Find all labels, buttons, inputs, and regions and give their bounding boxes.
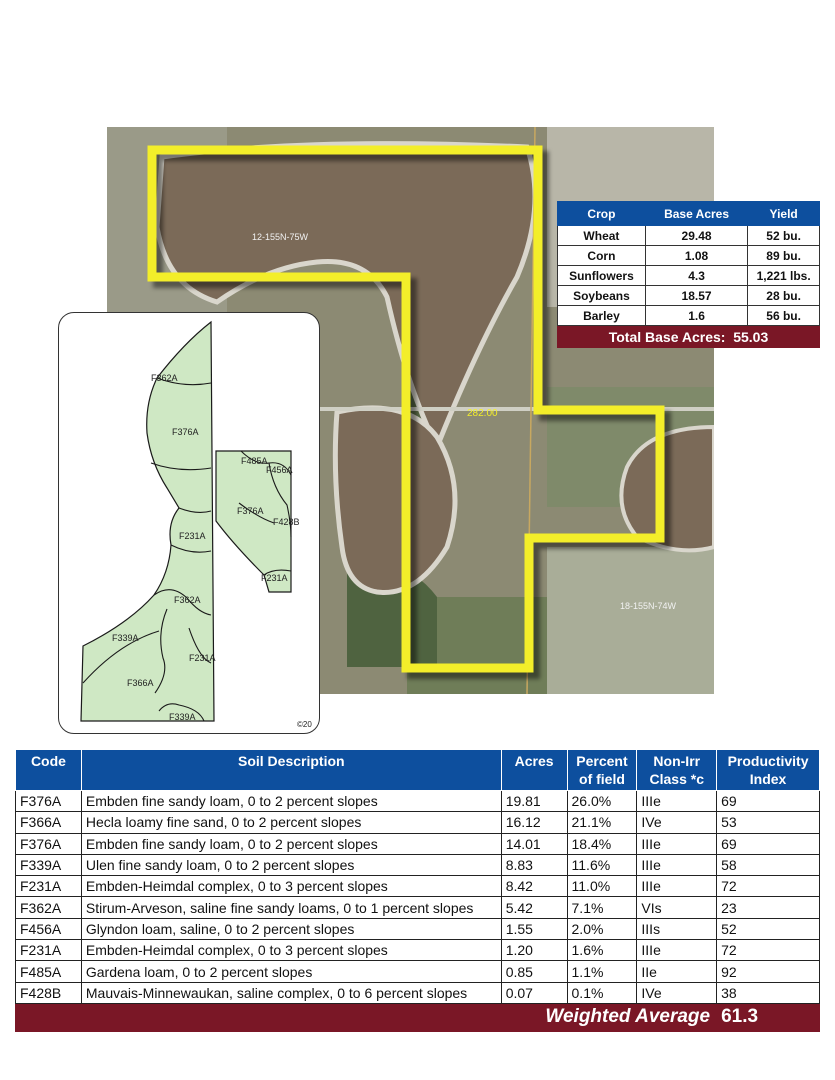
crop-yield: 89 bu. <box>748 246 820 266</box>
soil-productivity: 23 <box>717 897 820 918</box>
crop-total-row <box>558 326 820 348</box>
copyright-text: ©20 <box>297 720 312 729</box>
crop-name: Soybeans <box>558 286 646 306</box>
soil-percent: 11.6% <box>567 854 637 875</box>
crop-row <box>558 246 820 266</box>
soil-productivity: 52 <box>717 918 820 939</box>
soil-code: F376A <box>16 833 82 854</box>
crop-row <box>558 286 820 306</box>
soil-row <box>16 812 820 833</box>
soil-table-body <box>16 791 820 1004</box>
soil-productivity: 72 <box>717 940 820 961</box>
crop-yield: 28 bu. <box>748 286 820 306</box>
soil-code: F231A <box>16 940 82 961</box>
soil-label: F231A <box>179 531 206 541</box>
crop-table-header <box>558 202 820 226</box>
crop-yield: 1,221 lbs. <box>748 266 820 286</box>
header-acres: Acres <box>501 750 567 791</box>
header-crop: Crop <box>558 202 646 226</box>
soil-class: IVe <box>637 982 717 1003</box>
weighted-average-label: Weighted Average <box>16 1003 717 1031</box>
soil-productivity: 53 <box>717 812 820 833</box>
parcel-label: 12-155N-75W <box>252 232 309 242</box>
soil-acres: 14.01 <box>501 833 567 854</box>
wetland-south <box>335 408 455 593</box>
soil-label: F231A <box>189 653 216 663</box>
soil-map <box>59 313 320 734</box>
soil-label: F428B <box>273 517 300 527</box>
soil-map-inset <box>58 312 320 734</box>
soil-description: Gardena loam, 0 to 2 percent slopes <box>81 961 501 982</box>
soil-acres: 19.81 <box>501 791 567 812</box>
soil-code: F428B <box>16 982 82 1003</box>
soil-acres: 1.20 <box>501 940 567 961</box>
soil-description: Embden-Heimdal complex, 0 to 3 percent slopes <box>81 876 501 897</box>
header-productivity-index: Productivity Index <box>717 750 820 791</box>
soil-row <box>16 897 820 918</box>
soil-code: F485A <box>16 961 82 982</box>
soil-row <box>16 833 820 854</box>
soil-code: F339A <box>16 854 82 875</box>
soil-label: F376A <box>237 506 264 516</box>
crop-yield: 56 bu. <box>748 306 820 326</box>
soil-code: F366A <box>16 812 82 833</box>
road-label: 282.00 <box>467 408 498 419</box>
header-non-irr-class: Non-Irr Class *c <box>637 750 717 791</box>
header-percent-of-field: Percent of field <box>567 750 637 791</box>
soil-class: VIs <box>637 897 717 918</box>
soil-row <box>16 982 820 1003</box>
crop-row <box>558 226 820 246</box>
soil-row <box>16 918 820 939</box>
crop-name: Corn <box>558 246 646 266</box>
soil-label: F339A <box>169 712 196 722</box>
soil-class: IIIe <box>637 854 717 875</box>
soil-percent: 1.1% <box>567 961 637 982</box>
soil-row <box>16 854 820 875</box>
crop-yield: 52 bu. <box>748 226 820 246</box>
soil-label: F456A <box>266 465 293 475</box>
soil-productivity: 38 <box>717 982 820 1003</box>
soil-class: IIIe <box>637 791 717 812</box>
crop-name: Wheat <box>558 226 646 246</box>
crop-base-acres: 1.6 <box>645 306 747 326</box>
soil-acres: 1.55 <box>501 918 567 939</box>
crop-base-acres: 4.3 <box>645 266 747 286</box>
header-code: Code <box>16 750 82 791</box>
soil-acres: 0.07 <box>501 982 567 1003</box>
soil-productivity: 58 <box>717 854 820 875</box>
soil-code: F376A <box>16 791 82 812</box>
soil-class: IVe <box>637 812 717 833</box>
crop-row <box>558 266 820 286</box>
soil-label: F362A <box>174 595 201 605</box>
soil-percent: 0.1% <box>567 982 637 1003</box>
soil-code: F456A <box>16 918 82 939</box>
crop-base-acres: 18.57 <box>645 286 747 306</box>
soil-description: Mauvais-Minnewaukan, saline complex, 0 to 6 percent slopes <box>81 982 501 1003</box>
soil-acres: 5.42 <box>501 897 567 918</box>
soil-label: F231A <box>261 573 288 583</box>
soil-productivity: 69 <box>717 833 820 854</box>
soil-description: Embden fine sandy loam, 0 to 2 percent slopes <box>81 791 501 812</box>
soil-description: Stirum-Arveson, saline fine sandy loams, 0 to 1 percent slopes <box>81 897 501 918</box>
soil-row <box>16 876 820 897</box>
header-yield: Yield <box>748 202 820 226</box>
soil-row <box>16 940 820 961</box>
crop-name: Sunflowers <box>558 266 646 286</box>
soil-description: Embden fine sandy loam, 0 to 2 percent slopes <box>81 833 501 854</box>
header-soil-description: Soil Description <box>81 750 501 791</box>
soil-percent: 21.1% <box>567 812 637 833</box>
header-base-acres: Base Acres <box>645 202 747 226</box>
parcel-label: 18-155N-74W <box>620 601 677 611</box>
crop-name: Barley <box>558 306 646 326</box>
soil-class: IIIe <box>637 940 717 961</box>
soil-class: IIIs <box>637 918 717 939</box>
soil-code: F362A <box>16 897 82 918</box>
soil-row <box>16 791 820 812</box>
weighted-average-value: 61.3 <box>717 1003 820 1031</box>
crop-row <box>558 306 820 326</box>
soil-label: F362A <box>151 373 178 383</box>
soil-label: F485A <box>241 456 268 466</box>
crop-table <box>557 201 820 348</box>
soil-description: Embden-Heimdal complex, 0 to 3 percent slopes <box>81 940 501 961</box>
soil-percent: 18.4% <box>567 833 637 854</box>
soil-table <box>15 749 820 1032</box>
weighted-average-row <box>16 1003 820 1031</box>
soil-percent: 1.6% <box>567 940 637 961</box>
soil-percent: 11.0% <box>567 876 637 897</box>
soil-percent: 26.0% <box>567 791 637 812</box>
soil-class: IIIe <box>637 833 717 854</box>
soil-description: Hecla loamy fine sand, 0 to 2 percent slopes <box>81 812 501 833</box>
crop-base-acres: 29.48 <box>645 226 747 246</box>
soil-acres: 16.12 <box>501 812 567 833</box>
soil-description: Ulen fine sandy loam, 0 to 2 percent slopes <box>81 854 501 875</box>
soil-row <box>16 961 820 982</box>
crop-base-acres: 1.08 <box>645 246 747 266</box>
soil-percent: 2.0% <box>567 918 637 939</box>
soil-label: F339A <box>112 633 139 643</box>
soil-label: F376A <box>172 427 199 437</box>
soil-code: F231A <box>16 876 82 897</box>
soil-productivity: 72 <box>717 876 820 897</box>
soil-acres: 0.85 <box>501 961 567 982</box>
soil-class: IIIe <box>637 876 717 897</box>
total-base-acres: Total Base Acres: 55.03 <box>558 326 820 348</box>
soil-percent: 7.1% <box>567 897 637 918</box>
soil-productivity: 92 <box>717 961 820 982</box>
soil-description: Glyndon loam, saline, 0 to 2 percent slopes <box>81 918 501 939</box>
soil-acres: 8.83 <box>501 854 567 875</box>
soil-table-header <box>16 750 820 791</box>
soil-class: IIe <box>637 961 717 982</box>
soil-label: F366A <box>127 678 154 688</box>
soil-productivity: 69 <box>717 791 820 812</box>
soil-acres: 8.42 <box>501 876 567 897</box>
